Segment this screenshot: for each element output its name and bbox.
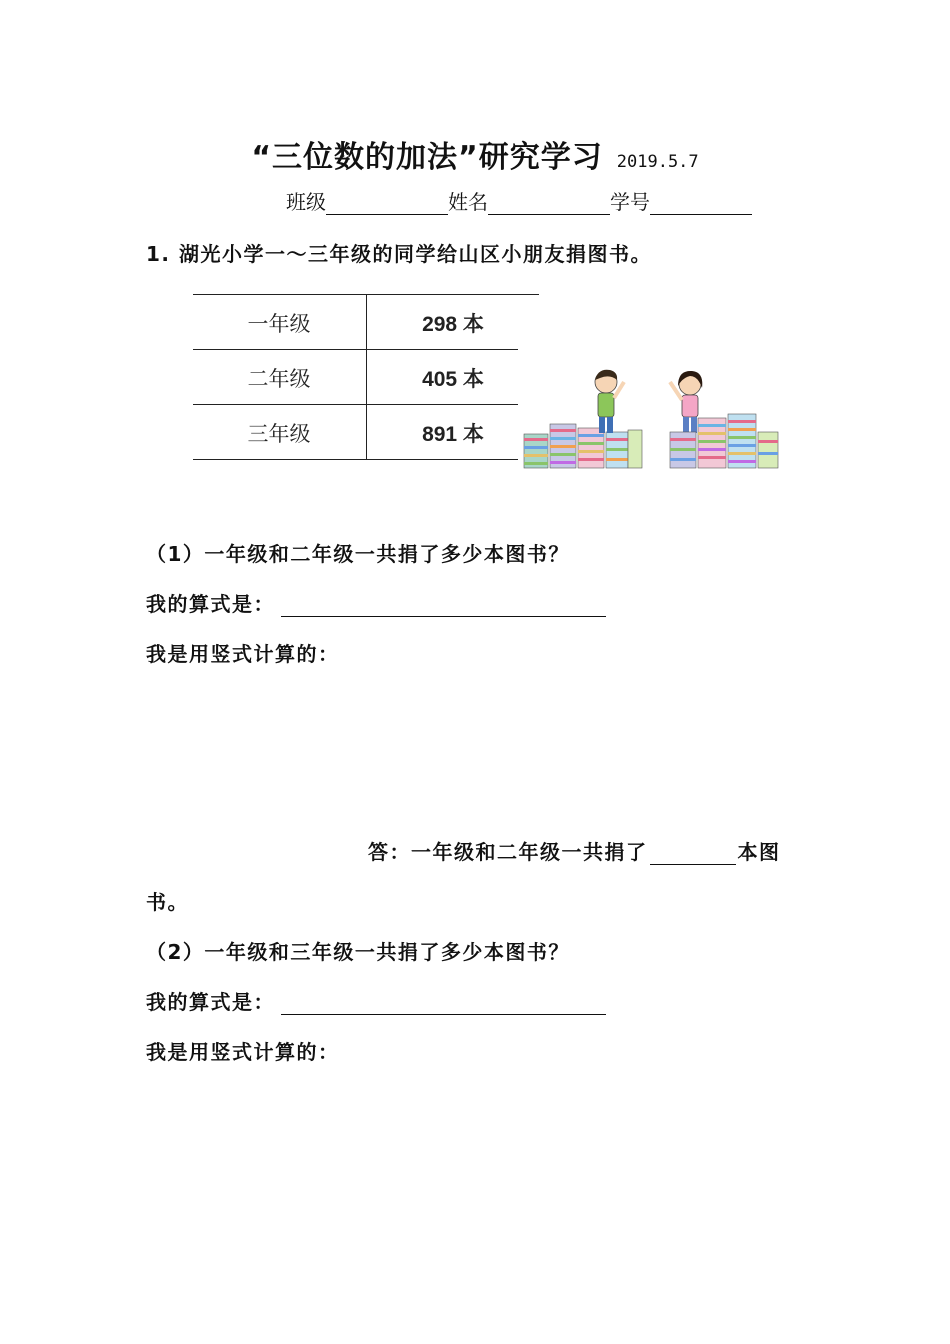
girl-icon — [670, 371, 702, 433]
part-1-formula-row — [146, 588, 606, 617]
table-row-divider — [193, 349, 518, 350]
table-cell-grade: 三年级 — [247, 422, 311, 446]
answer-continuation: 书。 — [146, 890, 189, 914]
boy-icon — [595, 370, 624, 433]
book-stacks-left-icon — [524, 424, 642, 468]
donation-table — [193, 294, 539, 460]
table-cell-books: 405 本 — [422, 368, 484, 391]
part-1-question: （1）一年级和二年级一共捐了多少本图书？ — [146, 542, 570, 566]
formula-label: 我的算式是： — [146, 592, 275, 616]
date-text: 2019.5.7 — [616, 152, 699, 172]
table-cell-grade: 一年级 — [247, 312, 311, 336]
answer-blank[interactable] — [650, 844, 736, 865]
name-label: 姓名 — [448, 190, 488, 214]
part-2-formula-row — [146, 986, 606, 1015]
id-blank[interactable] — [650, 194, 752, 215]
part-1-answer-row — [368, 836, 781, 865]
answer-prefix: 答：一年级和二年级一共捐了 — [368, 840, 648, 864]
part-2-question: （2）一年级和三年级一共捐了多少本图书？ — [146, 940, 570, 964]
formula-label: 我的算式是： — [146, 990, 275, 1014]
part-2-vertical-label: 我是用竖式计算的： — [146, 1040, 340, 1064]
children-with-books-illustration — [520, 366, 782, 470]
table-cell-books: 298 本 — [422, 313, 484, 336]
page-title: “三位数的加法”研究学习 — [251, 140, 603, 175]
table-bottom-border — [193, 459, 518, 460]
table-cell-grade: 二年级 — [247, 367, 311, 391]
question-1-prompt: 1. 湖光小学一～三年级的同学给山区小朋友捐图书。 — [146, 242, 652, 266]
class-label: 班级 — [286, 190, 326, 214]
table-cell-books: 891 本 — [422, 423, 484, 446]
class-blank[interactable] — [326, 194, 448, 215]
answer-suffix: 本图 — [737, 840, 781, 864]
formula-blank[interactable] — [281, 994, 606, 1015]
name-blank[interactable] — [488, 194, 610, 215]
student-info-line — [286, 186, 752, 215]
id-label: 学号 — [610, 190, 650, 214]
page-title-line — [0, 132, 950, 176]
table-row-divider — [193, 404, 518, 405]
formula-blank[interactable] — [281, 596, 606, 617]
part-1-vertical-label: 我是用竖式计算的： — [146, 642, 340, 666]
